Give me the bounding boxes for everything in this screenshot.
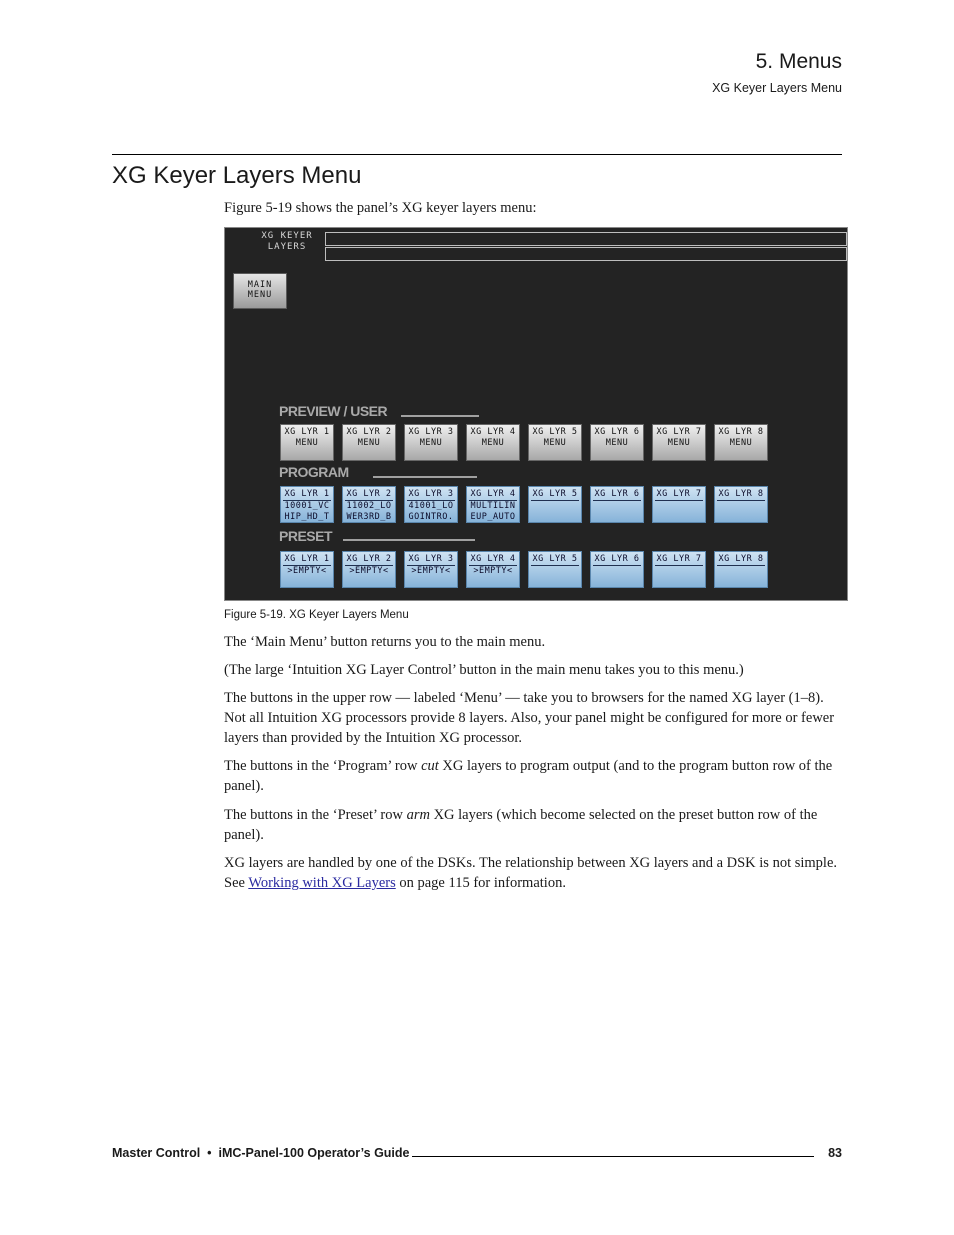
program-button-6[interactable] bbox=[590, 486, 644, 523]
program-button-2[interactable] bbox=[342, 486, 396, 523]
paragraph-program-row bbox=[224, 756, 842, 796]
program-button-7[interactable] bbox=[652, 486, 706, 523]
preview-button-3[interactable]: XG LYR 3 MENU bbox=[404, 424, 458, 461]
p4-text-a: The buttons in the ‘Program’ row bbox=[224, 758, 422, 774]
preview-section-label: PREVIEW / USER bbox=[279, 403, 388, 419]
program-button-3[interactable] bbox=[404, 486, 458, 523]
preview-button-8[interactable]: XG LYR 8 MENU bbox=[714, 424, 768, 461]
program-button-title: XG LYR 6 bbox=[594, 489, 640, 499]
paragraph-preset-row bbox=[224, 805, 842, 845]
footer-divider bbox=[412, 1156, 814, 1157]
paragraph-main-menu: The ‘Main Menu’ button returns you to the main menu. bbox=[224, 634, 546, 650]
status-field-1 bbox=[325, 232, 847, 246]
program-button-4[interactable] bbox=[466, 486, 520, 523]
p4-text-b: XG layers to program output (and to the program button row of the panel). bbox=[224, 758, 833, 794]
preset-button-2[interactable] bbox=[342, 551, 396, 588]
panel-title: XG KEYER LAYERS bbox=[261, 231, 313, 252]
preview-button-1[interactable]: XG LYR 1 MENU bbox=[280, 424, 334, 461]
preset-section-label: PRESET bbox=[279, 528, 333, 544]
program-section-rule bbox=[373, 476, 477, 478]
working-with-xg-layers-link[interactable]: Working with XG Layers bbox=[248, 875, 396, 891]
paragraph-dsk bbox=[224, 853, 842, 893]
preset-button-8[interactable] bbox=[714, 551, 768, 588]
program-button-title: XG LYR 2 bbox=[346, 489, 392, 499]
header-divider bbox=[112, 154, 842, 155]
preset-button-title: XG LYR 3 bbox=[408, 554, 454, 564]
preset-button-title: XG LYR 6 bbox=[594, 554, 640, 564]
preset-button-detail: >EMPTY< bbox=[287, 566, 327, 576]
program-button-title: XG LYR 1 bbox=[284, 489, 330, 499]
preset-button-detail: >EMPTY< bbox=[473, 566, 513, 576]
section-running-head: XG Keyer Layers Menu bbox=[712, 81, 842, 95]
preview-button-6[interactable]: XG LYR 6 MENU bbox=[590, 424, 644, 461]
footer-title: Master Control • iMC-Panel-100 Operator’s Guide bbox=[112, 1146, 410, 1160]
preset-button-4[interactable] bbox=[466, 551, 520, 588]
program-button-detail: 41001_LO GOINTRO. bbox=[408, 501, 454, 522]
chapter-heading: 5. Menus bbox=[755, 50, 842, 73]
intro-text: Figure 5-19 shows the panel’s XG keyer layers menu: bbox=[224, 200, 537, 216]
p6-text-a: XG layers are handled by one of the DSKs. The relationship between XG layers and a DSK is not simple. See bbox=[224, 855, 838, 891]
preview-button-2[interactable]: XG LYR 2 MENU bbox=[342, 424, 396, 461]
preset-button-7[interactable] bbox=[652, 551, 706, 588]
main-menu-button[interactable]: MAIN MENU bbox=[233, 273, 287, 309]
program-button-5[interactable] bbox=[528, 486, 582, 523]
figure-caption: Figure 5-19. XG Keyer Layers Menu bbox=[224, 609, 409, 621]
p6-text-b: on page 115 for information. bbox=[395, 875, 566, 891]
page-title: XG Keyer Layers Menu bbox=[112, 162, 362, 189]
program-button-8[interactable] bbox=[714, 486, 768, 523]
preset-button-title: XG LYR 5 bbox=[532, 554, 578, 564]
p5-emphasis: arm bbox=[406, 807, 430, 823]
program-button-1[interactable] bbox=[280, 486, 334, 523]
program-button-detail: 11002_LO WER3RD_B bbox=[346, 501, 392, 522]
page-number: 83 bbox=[828, 1146, 842, 1160]
status-field-2 bbox=[325, 247, 847, 261]
paragraph-upper-row: The buttons in the upper row — labeled ‘Menu’ — take you to browsers for the named XG layer (1–8). Not all Intuition XG processors provide 8 layers. Also, your panel might be configured for more or fewer layers than provided by the Intuition XG processor. bbox=[224, 690, 835, 746]
paragraph-layer-control: (The large ‘Intuition XG Layer Control’ button in the main menu takes you to this menu.) bbox=[224, 662, 744, 678]
p5-text-a: The buttons in the ‘Preset’ row bbox=[224, 807, 407, 823]
preset-button-title: XG LYR 4 bbox=[470, 554, 516, 564]
program-button-title: XG LYR 4 bbox=[470, 489, 516, 499]
preview-section-rule bbox=[401, 415, 479, 417]
preview-button-4[interactable]: XG LYR 4 MENU bbox=[466, 424, 520, 461]
preset-button-title: XG LYR 7 bbox=[656, 554, 702, 564]
program-button-title: XG LYR 8 bbox=[718, 489, 764, 499]
xg-keyer-layers-panel bbox=[224, 227, 848, 601]
preset-button-5[interactable] bbox=[528, 551, 582, 588]
preset-button-title: XG LYR 8 bbox=[718, 554, 764, 564]
preview-button-7[interactable]: XG LYR 7 MENU bbox=[652, 424, 706, 461]
program-button-title: XG LYR 3 bbox=[408, 489, 454, 499]
preview-button-5[interactable]: XG LYR 5 MENU bbox=[528, 424, 582, 461]
p5-text-b: XG layers (which become selected on the preset button row of the panel). bbox=[224, 807, 818, 843]
program-button-detail: MULTILIN EUP_AUTO bbox=[470, 501, 516, 522]
program-button-title: XG LYR 5 bbox=[532, 489, 578, 499]
preset-button-title: XG LYR 2 bbox=[346, 554, 392, 564]
preset-button-title: XG LYR 1 bbox=[284, 554, 330, 564]
p4-emphasis: cut bbox=[421, 758, 439, 774]
preset-button-3[interactable] bbox=[404, 551, 458, 588]
preset-button-1[interactable] bbox=[280, 551, 334, 588]
preset-button-detail: >EMPTY< bbox=[411, 566, 451, 576]
program-button-title: XG LYR 7 bbox=[656, 489, 702, 499]
preset-section-rule bbox=[343, 539, 475, 541]
program-section-label: PROGRAM bbox=[279, 464, 349, 480]
preset-button-detail: >EMPTY< bbox=[349, 566, 389, 576]
program-button-detail: 10001_VC HIP_HD_T bbox=[284, 501, 330, 522]
preset-button-6[interactable] bbox=[590, 551, 644, 588]
